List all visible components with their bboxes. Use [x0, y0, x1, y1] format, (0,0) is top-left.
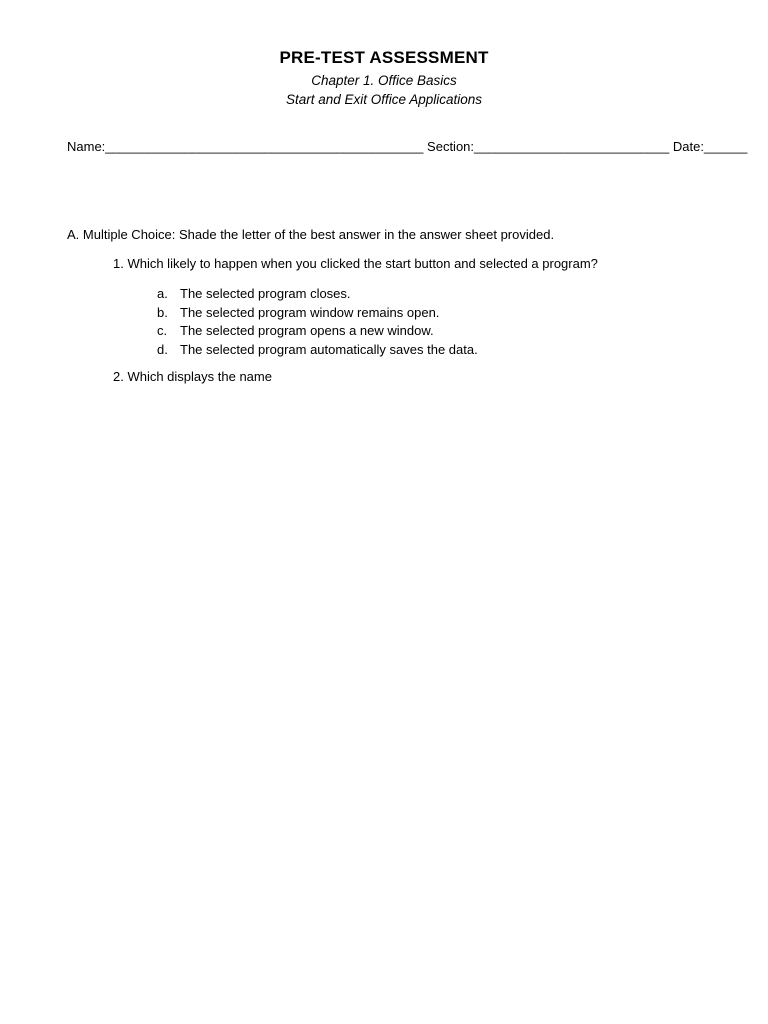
choice-c	[157, 322, 478, 341]
choice-text: The selected program window remains open.	[180, 304, 440, 320]
name-field: Name:____________________________________________	[67, 139, 424, 154]
choice-text: The selected program opens a new window.	[180, 323, 434, 338]
chapter-subtitle: Chapter 1. Office Basics	[311, 73, 457, 88]
choice-letter: b.	[157, 304, 168, 320]
choice-d	[157, 341, 478, 360]
choice-letter: a.	[157, 286, 168, 301]
choice-a	[157, 285, 478, 304]
question-2: 2. Which displays the name	[113, 369, 272, 384]
page-title: PRE-TEST ASSESSMENT	[279, 48, 489, 67]
date-field: Date:______	[672, 139, 748, 154]
choice-letter: d.	[157, 341, 168, 357]
question-1: 1. Which likely to happen when you clicked the start button and selected a program?	[113, 256, 598, 271]
choice-text: The selected program automatically saves the data.	[180, 341, 478, 357]
topic-subtitle: Start and Exit Office Applications	[285, 92, 483, 107]
student-info-fields	[67, 139, 748, 154]
section-field: Section:___________________________	[427, 139, 670, 154]
question-1-choices	[157, 285, 478, 359]
choice-b	[157, 304, 478, 323]
section-a-instruction: A. Multiple Choice: Shade the letter of the best answer in the answer sheet provided.	[67, 227, 555, 242]
choice-letter: c.	[157, 323, 168, 338]
choice-text: The selected program closes.	[180, 286, 351, 301]
